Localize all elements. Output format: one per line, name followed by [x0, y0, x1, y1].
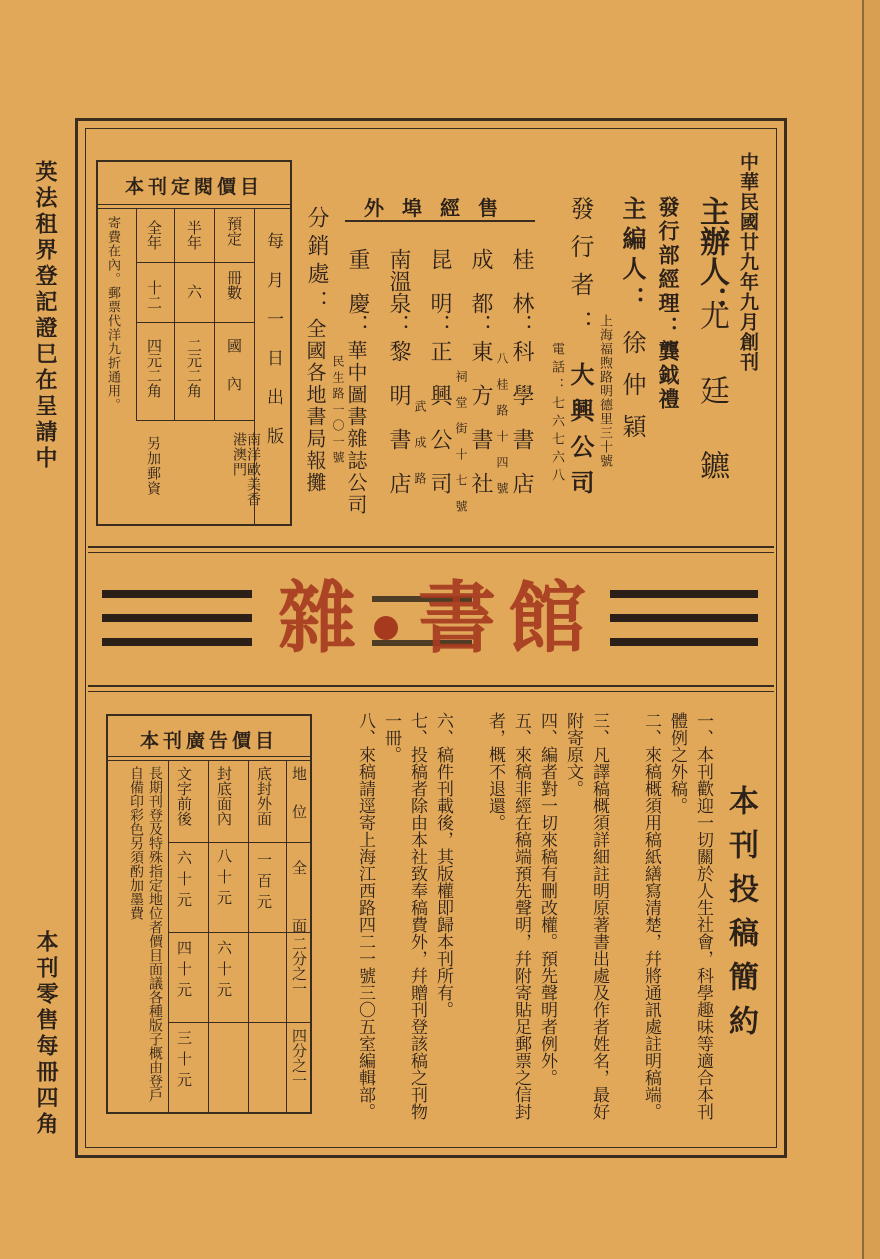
founded-date: 中華民國廿九年九月創刊 — [737, 152, 759, 372]
ad-row-line-1 — [168, 842, 312, 843]
ad-row2-half: 六十元 — [215, 940, 233, 1003]
submission-title: 本刊投稿簡約 — [723, 785, 758, 1049]
sub-full-price: 四元二角 — [145, 338, 163, 398]
sub-domestic-header: 國 內 — [225, 338, 243, 395]
band-left-3 — [102, 638, 252, 646]
ad-row3-full: 六十元 — [175, 850, 193, 913]
sub-foreign-header: 南洋歐美香港澳門 — [231, 432, 261, 507]
ad-title-rule2 — [106, 760, 312, 761]
publisher-label: 發行者： — [566, 196, 594, 348]
sub-full-qty: 十二 — [145, 280, 163, 310]
ad-row1-full: 一百元 — [255, 852, 273, 915]
rule-2: 二、來稿概須用稿紙繕寫清楚，幷將通訊處註明稿端。 — [641, 712, 661, 1120]
logo-dot — [374, 616, 398, 640]
sub-postage-note: 寄費在內。郵票代洋九折通用。 — [105, 216, 120, 412]
outlet-chengdu-city: 成 都： — [468, 248, 493, 336]
sub-half-qty: 六 — [185, 284, 203, 299]
ad-row1-label: 底封外面 — [255, 766, 273, 826]
divider-top-thin — [88, 552, 774, 553]
outlet-nanwenquan-name: 黎明書店 — [386, 340, 411, 516]
subscription-title: 本刊定閱價目 — [124, 176, 263, 198]
next-page-edge — [862, 0, 880, 1259]
outlet-branch-name: 全國各地書局報攤 — [303, 318, 327, 494]
outport-title-underline — [345, 220, 535, 222]
sub-foreign-note: 另加郵資 — [145, 436, 161, 496]
outlet-branch-label: 分銷處： — [304, 206, 329, 318]
editor-name: 徐仲穎 — [618, 330, 646, 456]
outlet-kunming-city: 昆 明： — [427, 248, 452, 336]
outlet-nanwenquan-city: 南溫泉： — [386, 248, 411, 336]
ad-row-line-3 — [168, 1022, 312, 1023]
ad-col-line-2 — [248, 760, 249, 1114]
ad-col-line-4 — [168, 760, 169, 1114]
ad-note: 長期刊登及特殊指定地位者價目面議各種版子概由登戶自備印彩色另須酌加墨費 — [128, 766, 163, 1102]
outlet-guilin-name: 科學書店 — [509, 340, 534, 516]
ad-title-rule — [106, 756, 312, 757]
ad-title: 本刊廣告價目 — [139, 730, 278, 752]
retail-price-note: 本刊零售每冊四角 — [33, 930, 58, 1138]
outlet-chongqing-addr: 民生路一〇一號 — [331, 355, 345, 467]
sub-half-price: 二元二角 — [185, 338, 203, 398]
sub-row-line-2 — [136, 322, 254, 323]
organizer-label: 主辦人： — [694, 196, 729, 316]
sub-col-line-2 — [214, 208, 215, 420]
ad-header-half: 二分之一 — [290, 936, 308, 996]
band-right-2 — [610, 614, 758, 622]
outlet-guilin-addr: 八桂路十四號 — [495, 352, 509, 508]
organizer-name: 尤廷鑣 — [694, 300, 729, 525]
band-left-1 — [102, 590, 252, 598]
ad-row3-half: 四十元 — [175, 940, 193, 1003]
sub-row-unit: 冊數 — [225, 270, 243, 300]
logo-char-3: 館 — [508, 573, 587, 664]
outlet-guilin-city: 桂 林： — [509, 248, 534, 336]
rule-3: 三、凡譯稿概須詳細註明原著書出處及作者姓名，最好附寄原文。 — [563, 712, 609, 1120]
outlet-chongqing-name: 華中圖書雜誌公司 — [344, 340, 368, 516]
outport-title: 外埠經售 — [364, 196, 516, 220]
editor-label: 主編人： — [618, 196, 647, 316]
band-right-3 — [610, 638, 758, 646]
ad-row3-quarter: 三十元 — [175, 1030, 193, 1093]
divider-top — [88, 546, 774, 548]
publisher-phone: 電話：七六七六八 — [549, 342, 564, 486]
sub-half-year: 半年 — [185, 220, 203, 250]
rule-4: 四、編者對一切來稿有刪改權。預先聲明者例外。 — [537, 712, 557, 1086]
outlet-chengdu-name: 東方書社 — [468, 340, 493, 516]
sub-title-rule — [96, 204, 292, 205]
ad-row2-full: 八十元 — [215, 848, 233, 911]
sub-row-line-3 — [136, 420, 254, 421]
outlet-kunming-addr: 武成路 — [413, 400, 427, 508]
sub-full-year: 全年 — [145, 220, 163, 250]
divider-bottom-thin — [88, 691, 774, 692]
ad-row2-label: 封底面內 — [215, 766, 233, 826]
sub-col-line-4 — [136, 208, 137, 420]
sub-row-line-1 — [136, 262, 254, 263]
publisher-address: 上海福煦路明德里三十號 — [597, 314, 612, 468]
band-right-1 — [610, 590, 758, 598]
rule-1: 一、本刊歡迎一切關於人生社會，科學趣味等適合本刊體例之外稿。 — [667, 712, 713, 1120]
sub-col-line-3 — [174, 208, 175, 420]
ad-col-line-3 — [208, 760, 209, 1114]
outlet-chongqing-city: 重 慶： — [345, 248, 370, 336]
divider-bottom — [88, 685, 774, 687]
outlet-kunming-name: 正興公司 — [427, 340, 452, 516]
band-left-2 — [102, 614, 252, 622]
ad-header-full: 全 面 — [290, 860, 308, 947]
publisher-name: 大興公司 — [566, 362, 595, 506]
dist-manager: 發行部經理：龔鉞禮 — [656, 196, 681, 412]
rule-6: 六、稿件刊載後，其版權即歸本刊所有。 — [433, 712, 453, 1018]
rule-5: 五、來稿非經在稿端預先聲明，幷附寄貼足郵票之信封者，概不退還。 — [485, 712, 531, 1120]
sub-row-label: 預定 — [225, 216, 243, 246]
sub-title-rule2 — [96, 208, 292, 209]
sub-issue-note: 每月一日出版 — [263, 232, 283, 466]
ad-col-line-1 — [286, 760, 287, 1114]
logo-char-1: 雜 — [278, 573, 357, 664]
rule-8: 八、來稿請逕寄上海江西路四二一號三〇五室編輯部。 — [355, 712, 375, 1120]
outlet-chengdu-addr: 祠堂街十七號 — [454, 370, 468, 526]
logo-char-2: 書 — [418, 573, 497, 664]
registration-note: 英法租界登記證巳在呈請中 — [32, 160, 58, 472]
ad-row3-label: 文字前後 — [175, 766, 193, 826]
ad-header-quarter: 四分之一 — [290, 1028, 308, 1088]
ad-header-position: 地 位 — [290, 766, 308, 823]
rule-7: 七、投稿者除由本社致奉稿費外，幷贈刊登該稿之刊物一冊。 — [381, 712, 427, 1120]
